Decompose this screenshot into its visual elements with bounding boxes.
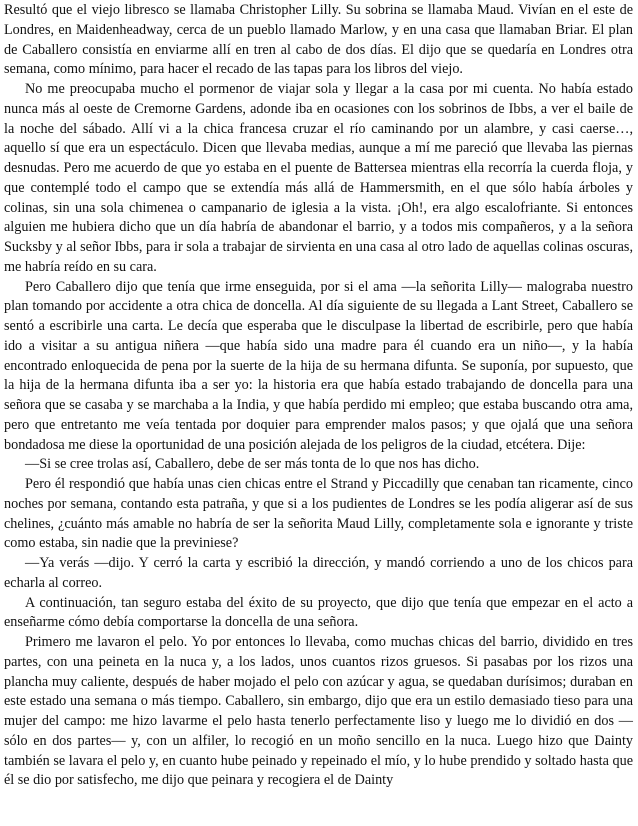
paragraph-4: —Si se cree trolas así, Caballero, debe de ser más tonta de lo que nos has dicho. bbox=[25, 456, 480, 473]
paragraph-1: Resultó que el viejo libresco se llamaba Christopher Lilly. Su sobrina se llamaba Maud. Vivían en el este de Londres, en Maidenheadway, cerca de un pueblo llamado Marlow, y en una casa que llamaban Briar. El plan de Caballero consistía en enviarme allí en tren al cabo de dos días. El dijo que se quedaría en Londres otra semana, como mínimo, para hacer el recado de las tapas para los libros del viejo. bbox=[4, 2, 633, 78]
paragraph-8: Primero me lavaron el pelo. Yo por entonces lo llevaba, como muchas chicas del barrio, dividido en tres partes, con una peineta en la nuca y, a los lados, unos cuantos rizos gruesos. Si pasabas por los rizos una plancha muy caliente, después de haber mojado el pelo con azúcar y agua, se quedaban durísimos; duraban en este estado una semana o más tiempo. Caballero, sin embargo, dijo que era un estilo demasiado tieso para una mujer del campo: me hizo lavarme el pelo hasta tenerlo perfectamente liso y luego me lo dividió en dos —sólo en dos partes— y, con un alfiler, lo recogió en un moño sencillo en la nuca. Luego hizo que Dainty también se lavara el pelo y, en cuanto hube peinado y repeinado el mío, y lo hube prendido y soltado hasta que él se dio por satisfecho, me dijo que peinara y recogiera el de Dainty bbox=[4, 634, 633, 789]
paragraph-3: Pero Caballero dijo que tenía que irme enseguida, por si el ama —la señorita Lilly— malograba nuestro plan tomando por accidente a otra chica de doncella. Al día siguiente de su llegada a Lant Street, Caballero se sentó a escribirle una carta. Le decía que esperaba que le disculpase la libertad de escribirle, pero que había ido a visitar a su antigua niñera —que había sido una madre para él cuando era un niño—, y la había encontrado enloquecida de pena por la suerte de la hija de su hermana difunta. Se suponía, por supuesto, que la hija de la hermana difunta iba a ser yo: la historia era que había estado trabajando de doncella para una señora que se casaba y se marchaba a la India, y que había perdido mi empleo; que estaba buscando otra ama, pero que entretanto me veía tentada por doquier para emprender malos pasos; y que ojalá que una señora bondadosa me diese la oportunidad de una posición alejada de los peligros de la ciudad, etcétera. Dije: bbox=[4, 278, 633, 453]
paragraph-6: —Ya verás —dijo. Y cerró la carta y escribió la dirección, y mandó corriendo a uno de los chicos para echarla al correo. bbox=[4, 555, 633, 591]
paragraph-7: A continuación, tan seguro estaba del éxito de su proyecto, que dijo que tenía que empezar en el acto a enseñarme cómo debía comportarse la doncella de una señora. bbox=[4, 594, 633, 631]
paragraph-5: Pero él respondió que había unas cien chicas entre el Strand y Piccadilly que cenaban tan ricamente, cinco noches por semana, contando esta patraña, y que si a los pudientes de Londres se les podía aligerar así de sus chelines, ¿cuánto más amable no habría de ser la señorita Maud Lilly, completamente sola e ignorante y triste como estaba, sin nadie que la previniese? bbox=[4, 476, 633, 552]
paragraph-2: No me preocupaba mucho el pormenor de viajar sola y llegar a la casa por mi cuenta. No había estado nunca más al oeste de Cremorne Gardens, adonde iba en ocasiones con los sobrinos de Ibbs, a ver el baile de la noche del sábado. Allí vi a la chica francesa cruzar el río caminando por un alambre, y casi caerse…, aquello sí que era un espectáculo. Dicen que llevaba medias, aunque a mí me pareció que llevaba las piernas desnudas. Pero me acuerdo de que yo estaba en el puente de Battersea mientras ella recorría la cuerda floja, y que contemplé todo el campo que se extendía más allá de Hammersmith, en el que sólo había árboles y colinas, sin una sola chimenea o campanario de iglesia a la vista. ¡Oh!, era algo escalofriante. Si entonces alguien me hubiera dicho que un día habría de abandonar el barrio, y a todos mis compañeros, y a la señora Sucksby y al señor Ibbs, para ir sola a trabajar de sirvienta en una casa al otro lado de aquellas colinas oscuras, me habría reído en su cara. bbox=[4, 81, 633, 275]
